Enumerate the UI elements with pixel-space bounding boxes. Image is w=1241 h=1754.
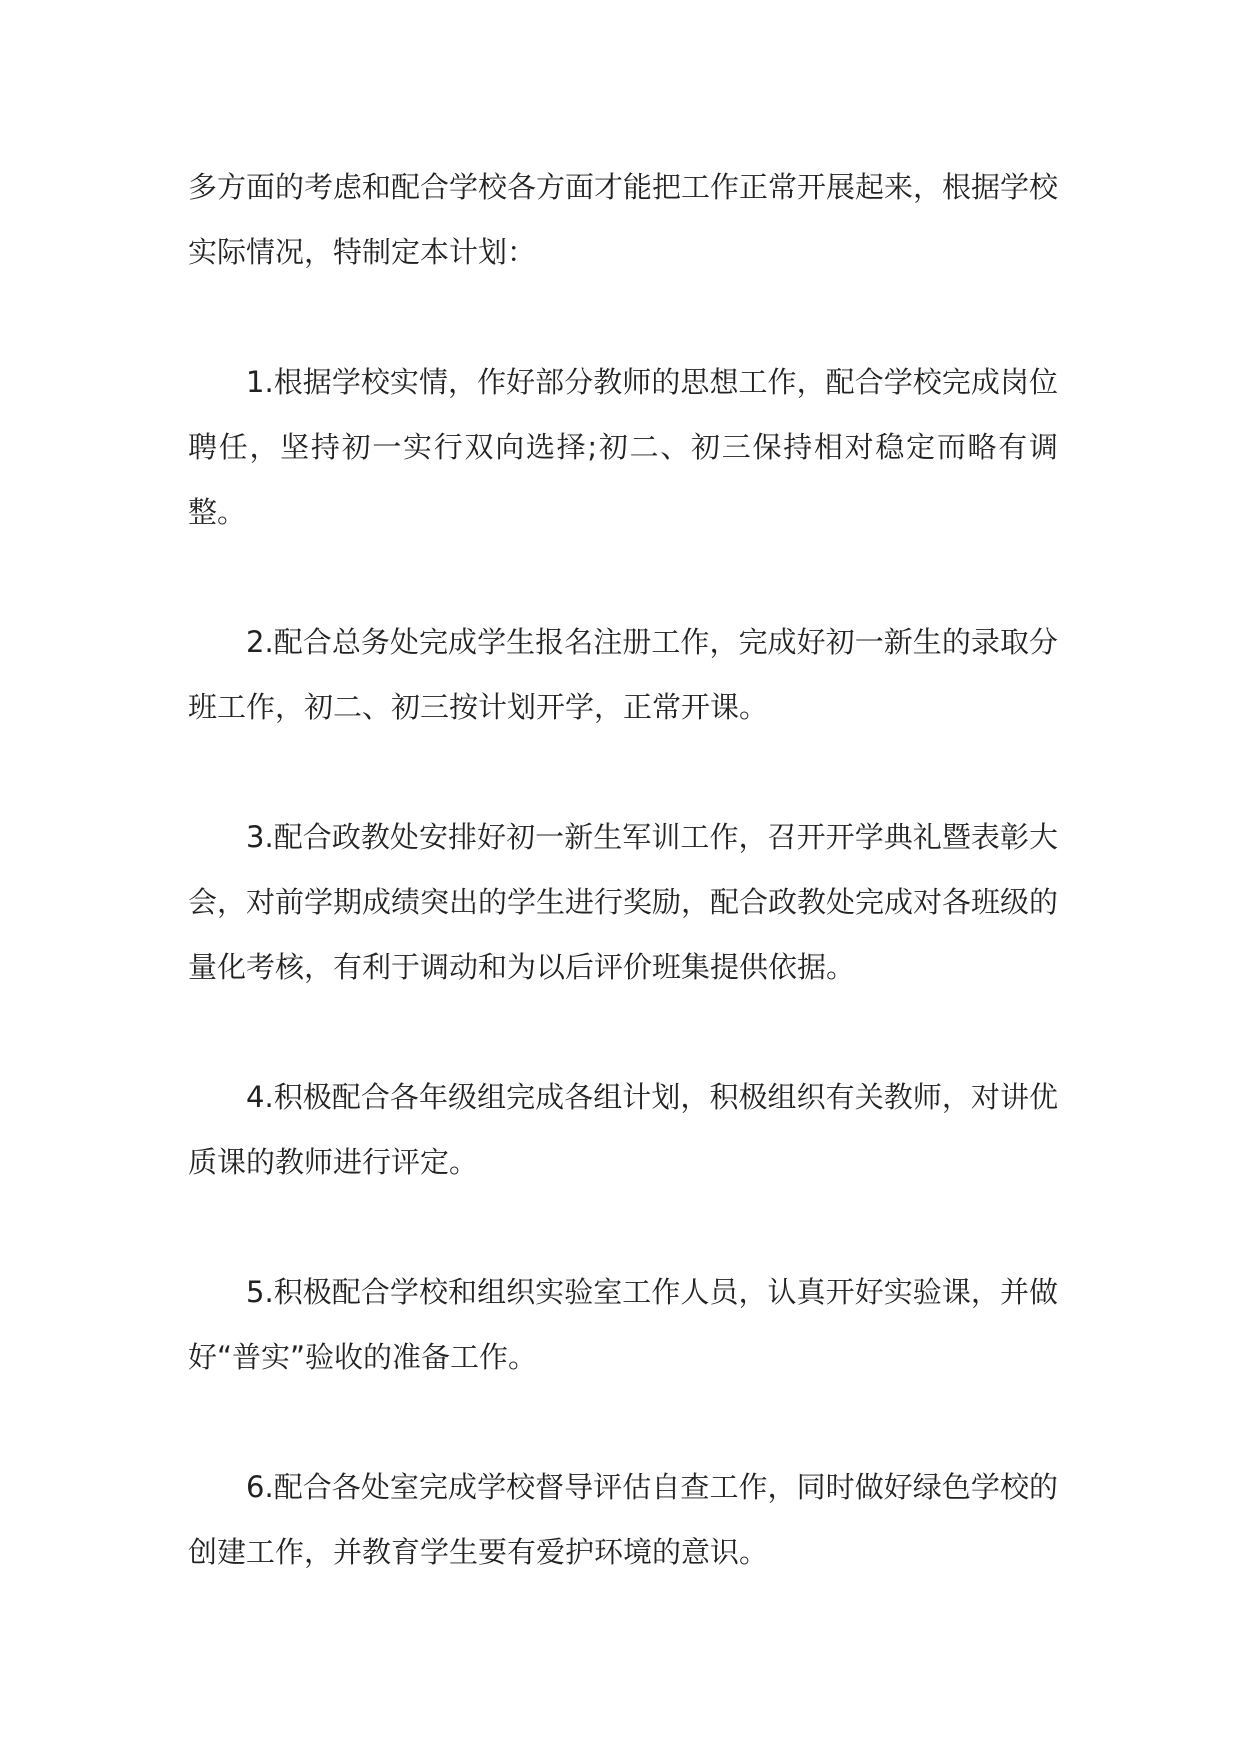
list-item-5: 5.积极配合学校和组织实验室工作人员，认真开好实验课，并做好“普实”验收的准备工作。 [188,1275,1058,1374]
list-item-4: 4.积极配合各年级组完成各组计划，积极组织有关教师，对讲优质课的教师进行评定。 [188,1080,1058,1179]
list-item-6: 6.配合各处室完成学校督导评估自查工作，同时做好绿色学校的创建工作，并教育学生要有爱护环境的意识。 [188,1470,1058,1569]
intro-paragraph: 多方面的考虑和配合学校各方面才能把工作正常开展起来，根据学校实际情况，特制定本计划： [188,170,1059,269]
list-item-3: 3.配合政教处安排好初一新生军训工作，召开开学典礼暨表彰大会，对前学期成绩突出的学生进行奖励，配合政教处完成对各班级的量化考核，有利于调动和为以后评价班集提供依据。 [188,820,1059,984]
list-item-1: 1.根据学校实情，作好部分教师的思想工作，配合学校完成岗位聘任，坚持初一实行双向选择;初二、初三保持相对稳定而略有调整。 [188,365,1058,529]
list-item-2: 2.配合总务处完成学生报名注册工作，完成好初一新生的录取分班工作，初二、初三按计划开学，正常开课。 [188,625,1058,724]
document-body [188,155,1058,1585]
